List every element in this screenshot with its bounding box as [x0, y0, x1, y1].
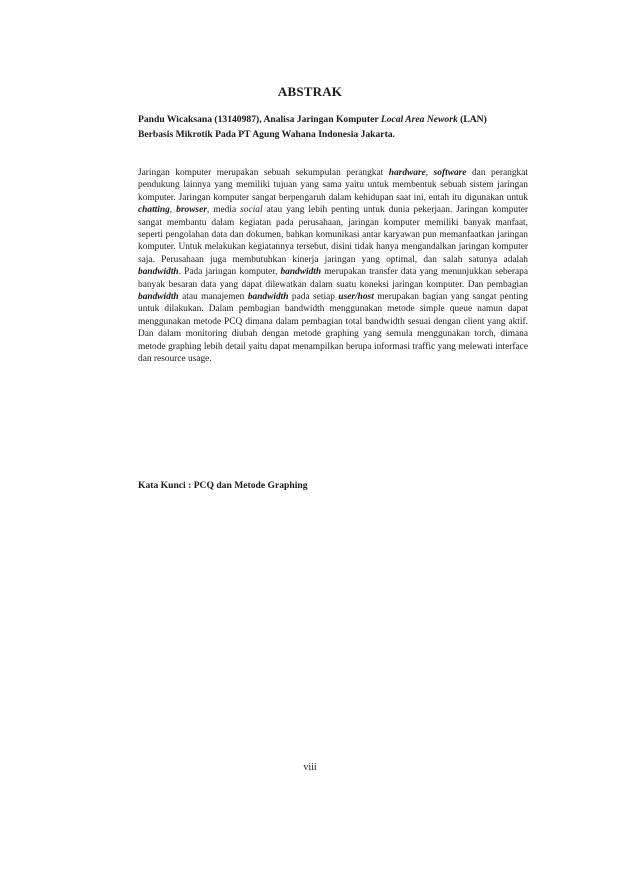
abstract-text: , media	[206, 205, 241, 216]
thesis-title-rest: (LAN) Berbasis Mikrotik Pada PT Agung Wahana Indonesia Jakarta.	[138, 114, 487, 140]
abstract-text: . Pada jaringan komputer,	[178, 267, 281, 278]
abstract-text: merupakan bagian yang sangat penting untuk dilakukan. Dalam pembagian bandwidth menggunakan metode simple queue namun dapat menggunakan metode PCQ dimana dalam pembagian total bandwidth sesuai dengan client yang aktif. Dan dalam monitoring diubah dengan metode graphing yang semula menggunakan torch, dimana metode graphing lebih detail yaitu dapat menampilkan berupa informasi traffic yang melewati interface dan resource usage.	[138, 292, 528, 365]
abstract-text: dan perangkat pendukung lainnya yang memiliki tujuan yang sama yaitu untuk membentuk sebuah sistem jaringan komputer. Jaringan komputer sangat berpengaruh dalam kehidupan saat ini, entah itu digunakan untuk	[138, 168, 529, 203]
abstract-text: merupakan transfer data yang menunjukkan seberapa banyak besaran data yang dapat dilewatkan dalam suatu koneksi jaringan komputer. Dan pembagian	[138, 267, 529, 290]
abstract-text: atau manajemen	[178, 292, 248, 303]
term-bandwidth: bandwidth	[247, 292, 289, 303]
term-software: software	[433, 168, 467, 178]
abstract-body	[138, 167, 528, 366]
abstract-text: atau yang lebih penting untuk dunia pekerjaan. Jaringan komputer sangat membantu dalam kegiatan pada perusahaan, jaringan komputer memiliki banyak manfaat, seperti pengolahan data dan dokumen, bahkan komunikasi antar karyawan pun memanfaatkan jaringan komputer. Untuk melakukan kegiatannya tersebut, disini tidak hanya mengandalkan jaringan komputer saja. Perusahaan juga membutuhkan kinerja jaringan yang optimal, dan salah satunya adalah	[138, 205, 528, 265]
term-bandwidth: bandwidth	[138, 292, 179, 303]
term-chatting: chatting	[138, 205, 170, 216]
term-hardware: hardware	[388, 168, 426, 178]
keywords-line: Kata Kunci : PCQ dan Metode Graphing	[138, 480, 308, 491]
term-browser: browser	[176, 205, 207, 216]
abstract-text: pada setiap	[288, 292, 339, 303]
term-bandwidth: bandwidth	[280, 267, 322, 278]
abstract-text: ,	[425, 168, 434, 178]
abstract-text: Jaringan komputer merupakan sebuah sekumpulan perangkat	[138, 168, 389, 178]
author-line: Pandu Wicaksana (13140987), Analisa Jaringan Komputer	[138, 114, 381, 125]
page-number: viii	[303, 762, 317, 773]
term-userhost: user/host	[338, 292, 374, 303]
thesis-title-italic: Local Area Nework	[380, 114, 458, 125]
term-social: social	[240, 205, 263, 216]
abstract-text: ,	[169, 205, 177, 216]
term-bandwidth: bandwidth	[138, 267, 179, 278]
page-title: ABSTRAK	[277, 84, 343, 99]
abstract-header	[138, 112, 498, 142]
